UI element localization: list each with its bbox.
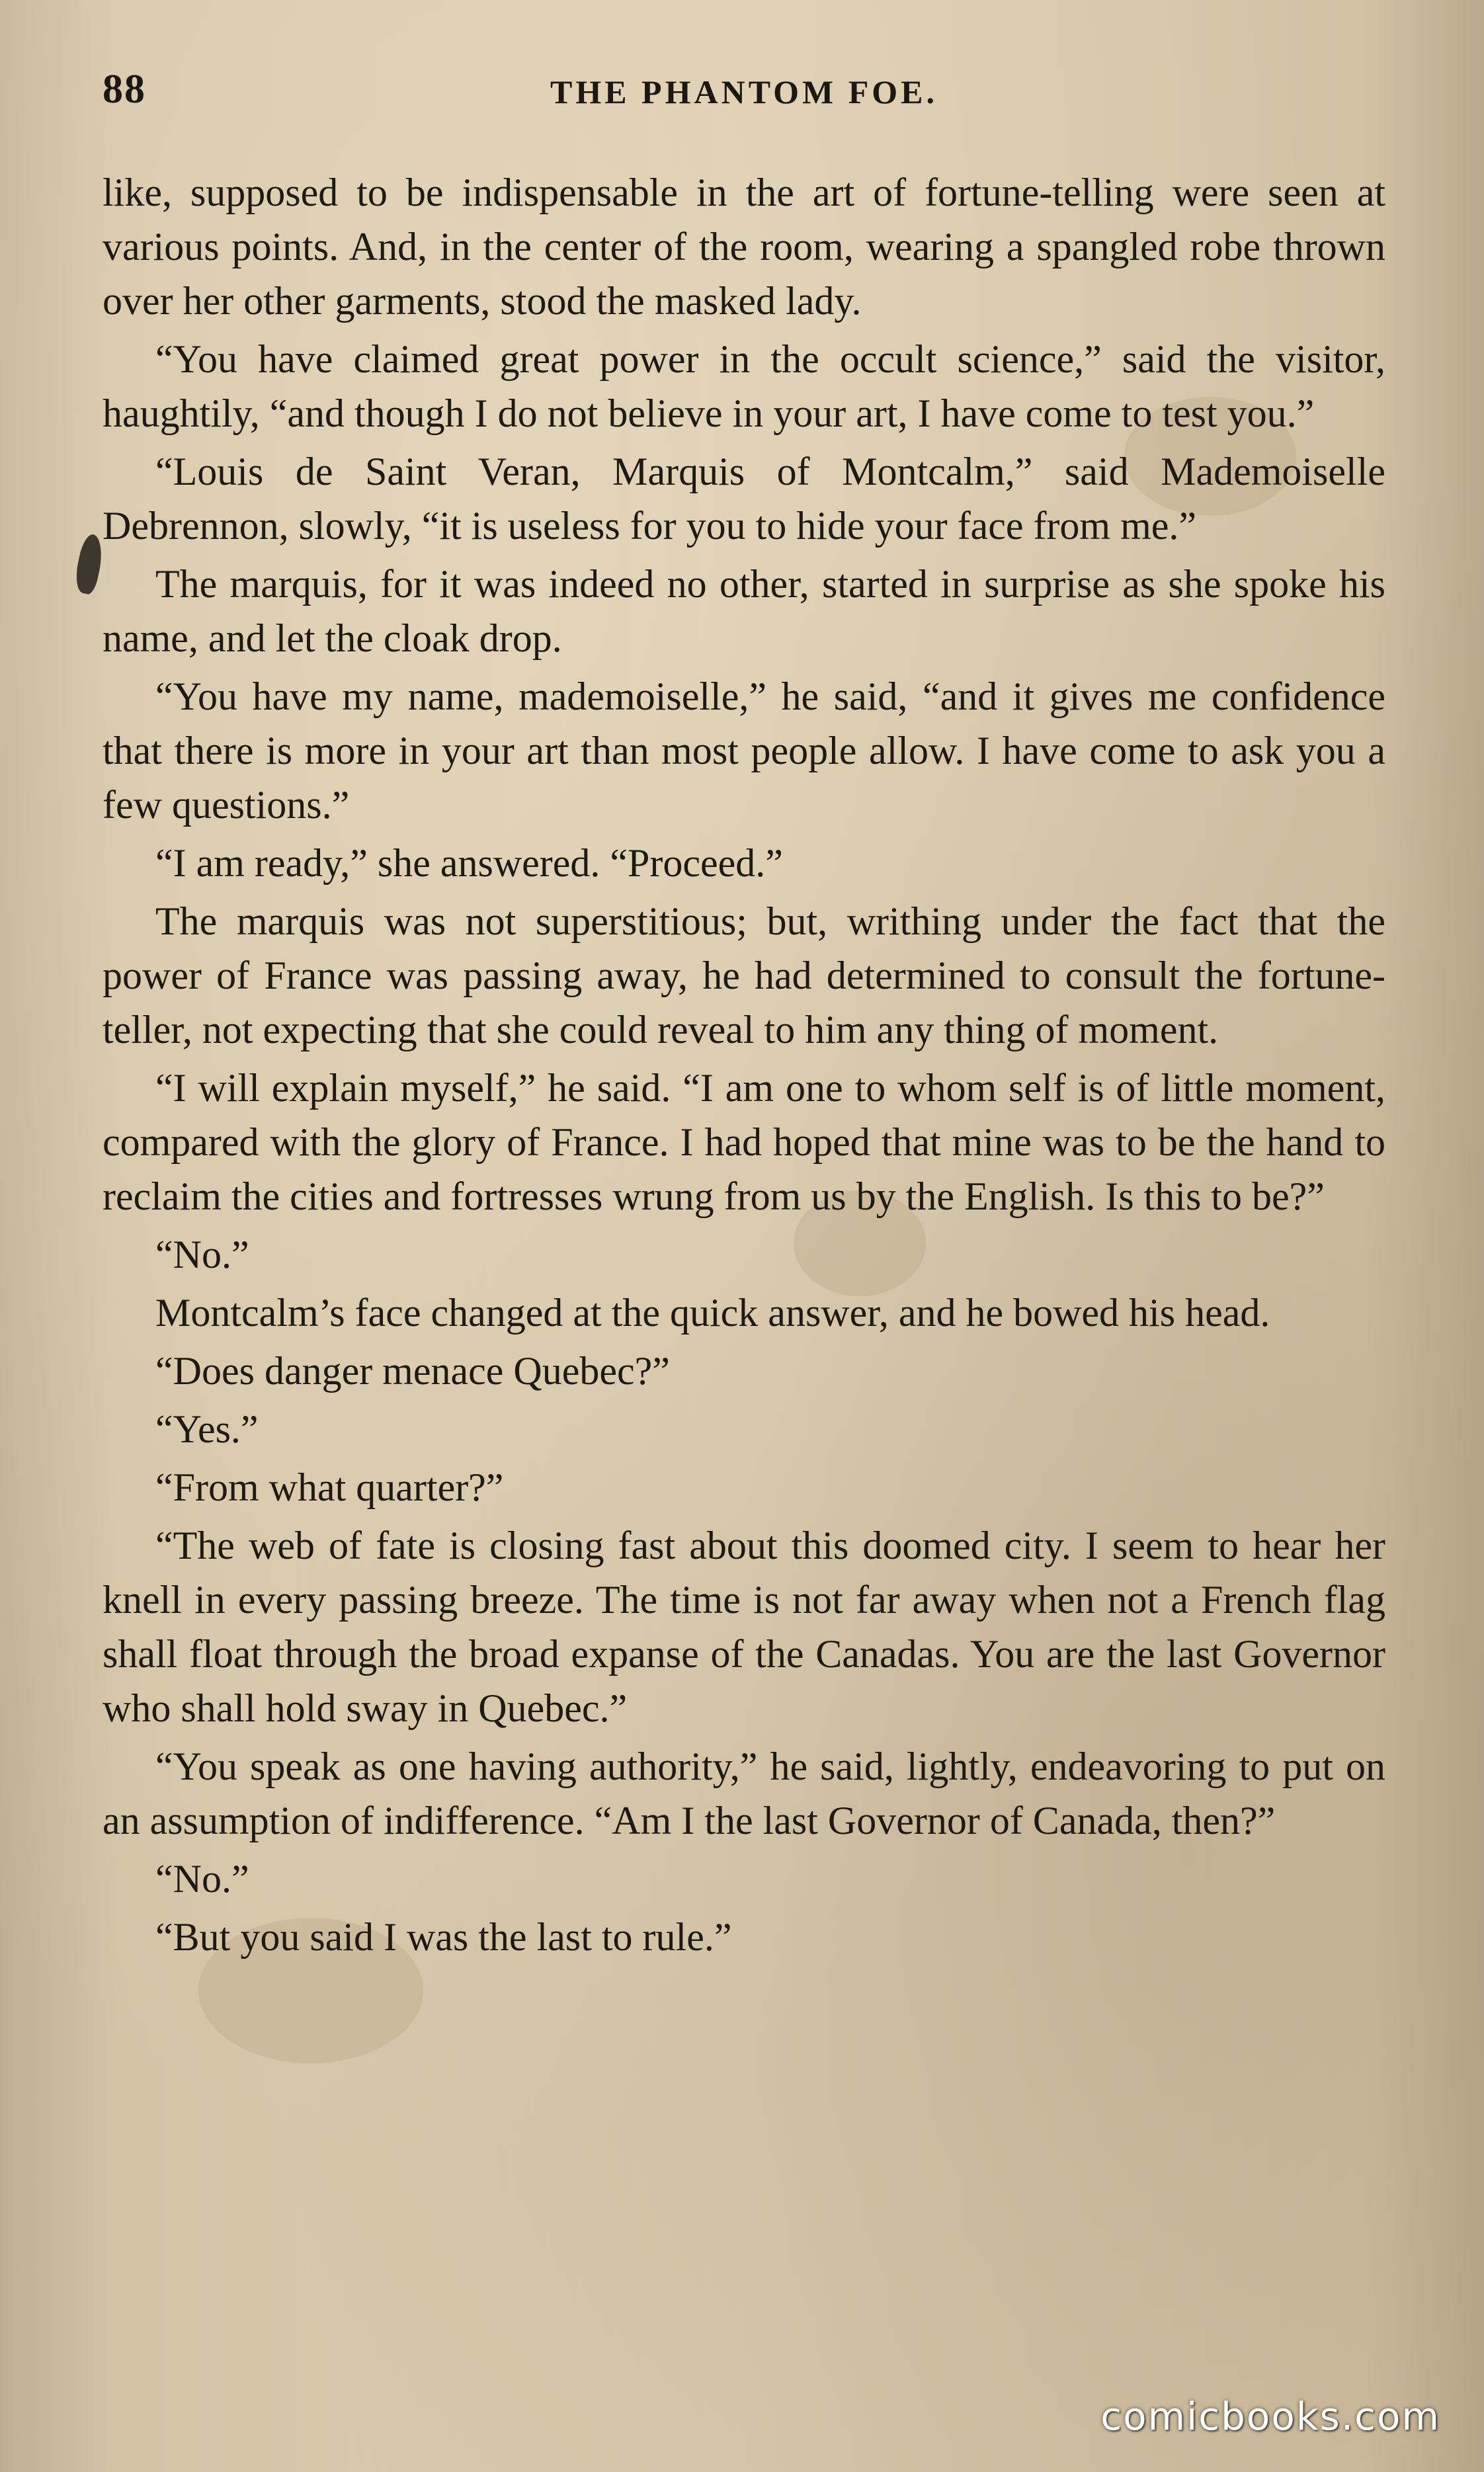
- paragraph: “Yes.”: [155, 1407, 259, 1451]
- paragraph: “You have claimed great power in the occult science,” said the visitor, haughtily, “and though I do not believe in your art, I have come to test you.”: [103, 337, 1385, 435]
- paragraph: “You have my name, mademoiselle,” he said, “and it gives me confidence that there is more in your art than most people allow. I have come to ask you a few questions.”: [103, 675, 1385, 827]
- paragraph: The marquis was not superstitious; but, writhing under the fact that the power of France was passing away, he had determined to consult the fortune-teller, not expecting that she could reveal to him any thing of moment.: [103, 899, 1385, 1051]
- ink-blot: [72, 532, 106, 595]
- paragraph: “Louis de Saint Veran, Marquis of Montcalm,” said Mademoiselle Debrennon, slowly, “it is useless for you to hide your face from me.”: [103, 450, 1385, 548]
- paragraph: “No.”: [155, 1233, 249, 1276]
- running-head: [103, 66, 1385, 119]
- paragraph: “But you said I was the last to rule.”: [155, 1915, 732, 1959]
- paragraph: The marquis, for it was indeed no other, started in surprise as she spoke his name, and let the cloak drop.: [103, 562, 1385, 660]
- paragraph: “You speak as one having authority,” he said, lightly, endeavoring to put on an assumption of indifference. “Am I the last Governor of Canada, then?”: [103, 1745, 1385, 1842]
- paragraph: “No.”: [155, 1857, 249, 1901]
- body-text: [103, 165, 1385, 1964]
- paragraph: Montcalm’s face changed at the quick answer, and he bowed his head.: [155, 1291, 1270, 1335]
- running-title: THE PHANTOM FOE.: [550, 73, 938, 110]
- page-number: 88: [103, 67, 146, 112]
- paragraph: “From what quarter?”: [155, 1465, 504, 1509]
- paragraph: “I will explain myself,” he said. “I am one to whom self is of little moment, compared with the glory of France. I had hoped that mine was to be the hand to reclaim the cities and fortresses wrung from us by the English. Is this to be?”: [103, 1066, 1385, 1218]
- paragraph: “I am ready,” she answered. “Proceed.”: [155, 841, 783, 885]
- paragraph: “The web of fate is closing fast about this doomed city. I seem to hear her knell in every passing breeze. The time is not far away when not a French flag shall float through the broad expanse of the Canadas. You are the last Governor who shall hold sway in Quebec.”: [103, 1524, 1385, 1730]
- paragraph: “Does danger menace Quebec?”: [155, 1349, 670, 1393]
- watermark: comicbooks.com: [1100, 2394, 1440, 2439]
- paragraph: like, supposed to be indispensable in the art of fortune-telling were seen at various points. And, in the center of the room, wearing a spangled robe thrown over her other garments, stood the masked lady.: [103, 171, 1385, 323]
